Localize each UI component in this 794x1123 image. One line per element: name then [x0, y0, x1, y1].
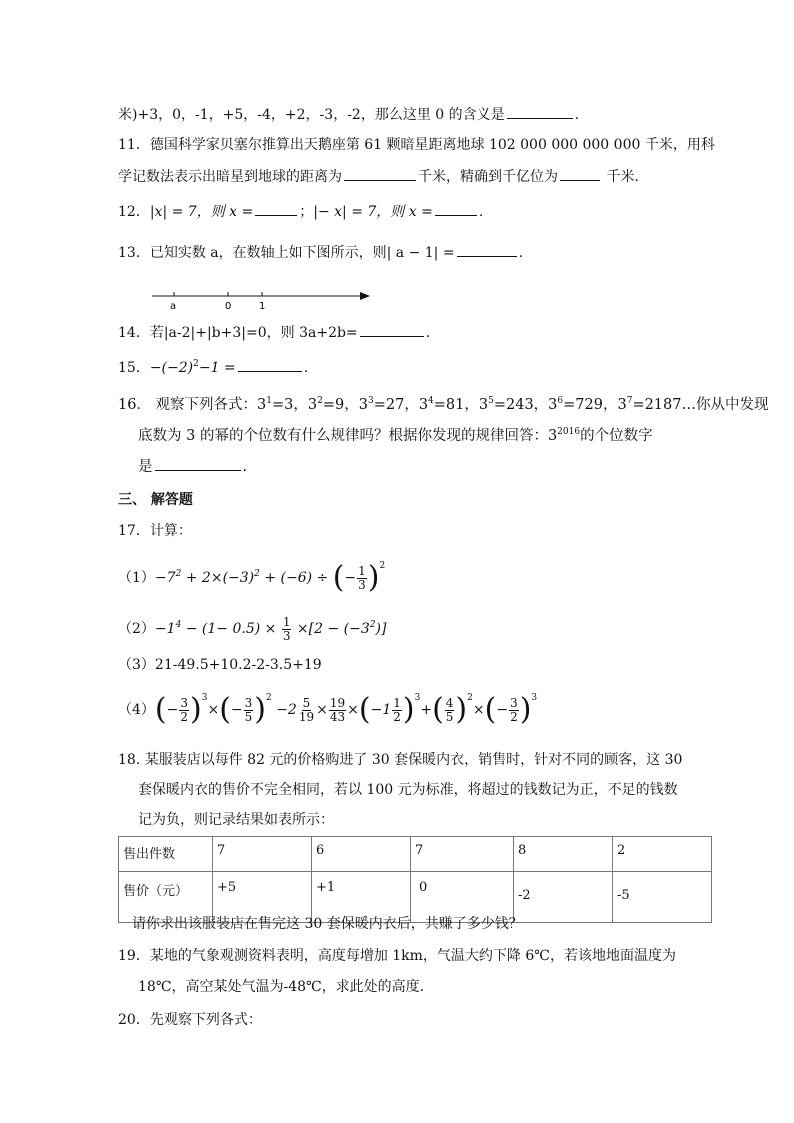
answer-blank[interactable]	[507, 104, 573, 119]
table-cell: 售出件数	[119, 837, 213, 872]
q17-part1: $(1)-7^2 + 2\times(-3)^2 + (-6)$ ÷ (− $\frac{1}{3}$ )$^2$	[118, 560, 386, 595]
table-cell: 8	[514, 837, 613, 872]
section-heading: 三、 解答题	[118, 492, 193, 508]
q11-line2: 学记数法表示出暗星到地球的距离为 千米，精确到千亿位为 千米．	[118, 166, 648, 187]
q10-continuation: 米)+3，0，-1，+5，-4，+2，-3，-2，那么这里 0 的含义是 .	[118, 104, 579, 125]
number-line	[148, 286, 372, 312]
answer-blank[interactable]	[435, 201, 477, 216]
q17-part3: （3）21-49.5+10.2-2-3.5+19	[118, 657, 322, 673]
table-row	[119, 837, 712, 872]
q14: 14．若|a-2|+|b+3|=0，则 3a+2b= .	[118, 322, 430, 343]
answer-blank[interactable]	[155, 456, 241, 471]
q13: 13．已知实数 a，在数轴上如下图所示，则| a − 1| = .	[118, 242, 523, 263]
table-cell: 6	[312, 837, 411, 872]
arrow-icon	[360, 292, 370, 300]
label-1: 1	[259, 301, 266, 312]
answer-blank[interactable]	[255, 201, 297, 216]
label-a: a	[170, 301, 177, 312]
table-cell: -5	[613, 872, 712, 923]
table-cell: 7	[213, 837, 312, 872]
table-cell: 2	[613, 837, 712, 872]
answer-blank[interactable]	[457, 242, 517, 257]
q18-line3: 记为负，则记录结果如表所示：	[138, 812, 334, 828]
sales-record-table	[118, 836, 712, 923]
q12: 12．|x| = 7，则 x = ；|− x| = 7，则 x = .	[118, 201, 483, 222]
q17-part4: （4）(− $\frac{3}{2}$ )$^3$×(− $\frac{3}{5}$ )$^2$ −2 $\frac{5}{19}$ × $\frac{19}{43}$ ×(−1 $\frac{1}{2}$ )$^3$+( $\frac{4}{5}$ )$^2$×(− $\frac{3}{2}$ )$^3$	[118, 692, 538, 727]
label-0: 0	[225, 301, 232, 312]
table-cell: 售价（元）	[119, 872, 213, 923]
answer-blank[interactable]	[560, 166, 600, 181]
q11-line1: 11．德国科学家贝塞尔推算出天鹅座第 61 颗暗星距离地球 102 000 000 000 000 千米，用科	[118, 137, 715, 153]
table-cell: +5	[213, 872, 312, 923]
table-cell: +1	[312, 872, 411, 923]
table-cell: 7	[411, 837, 514, 872]
q20: 20．先观察下列各式：	[118, 1012, 262, 1028]
answer-blank[interactable]	[238, 357, 302, 372]
q19-line2: 18℃，高空某处气温为-48℃，求此处的高度.	[138, 979, 425, 995]
q18-line2: 套保暖内衣的售价不完全相同，若以 100 元为标准，将超过的钱数记为正，不足的钱数	[138, 782, 678, 798]
q17-part2: $(2)-1^4 - (1- 0.5)$ × $\frac{1}{3}$ $\times[2 - (-3^2)]$	[118, 614, 387, 643]
q18-line1: 18. 某服装店以每件 82 元的价格购进了 30 套保暖内衣，销售时，针对不同的顾客，这 30	[118, 752, 683, 768]
q19-line1: 19．某地的气象观测资料表明，高度每增加 1km，气温大约下降 6℃，若该地地面温度为	[118, 948, 676, 964]
q16-line2: 底数为 3 的幂的个位数有什么规律吗？根据你发现的规律回答：$3^{2016}$的个位数字	[138, 427, 653, 444]
answer-blank[interactable]	[344, 166, 416, 181]
answer-blank[interactable]	[360, 322, 424, 337]
q18-question: 请你求出该服装店在售完这 30 套保暖内衣后，共赚了多少钱？	[132, 916, 523, 932]
table-cell: 0	[411, 872, 514, 923]
table-cell: -2	[514, 872, 613, 923]
q16-line1: 16． 观察下列各式：$3^1=3$，$3^2=9$，$3^3=27$，$3^4=81$，$3^5=243$，$3^6=729$，$3^7=2187\dots$你从中发现	[118, 396, 769, 413]
q16-line3: 是 .	[138, 456, 247, 477]
q15: 15．$-(-2)^2-1$ = .	[118, 359, 309, 376]
q17-title: 17．计算：	[118, 523, 192, 539]
